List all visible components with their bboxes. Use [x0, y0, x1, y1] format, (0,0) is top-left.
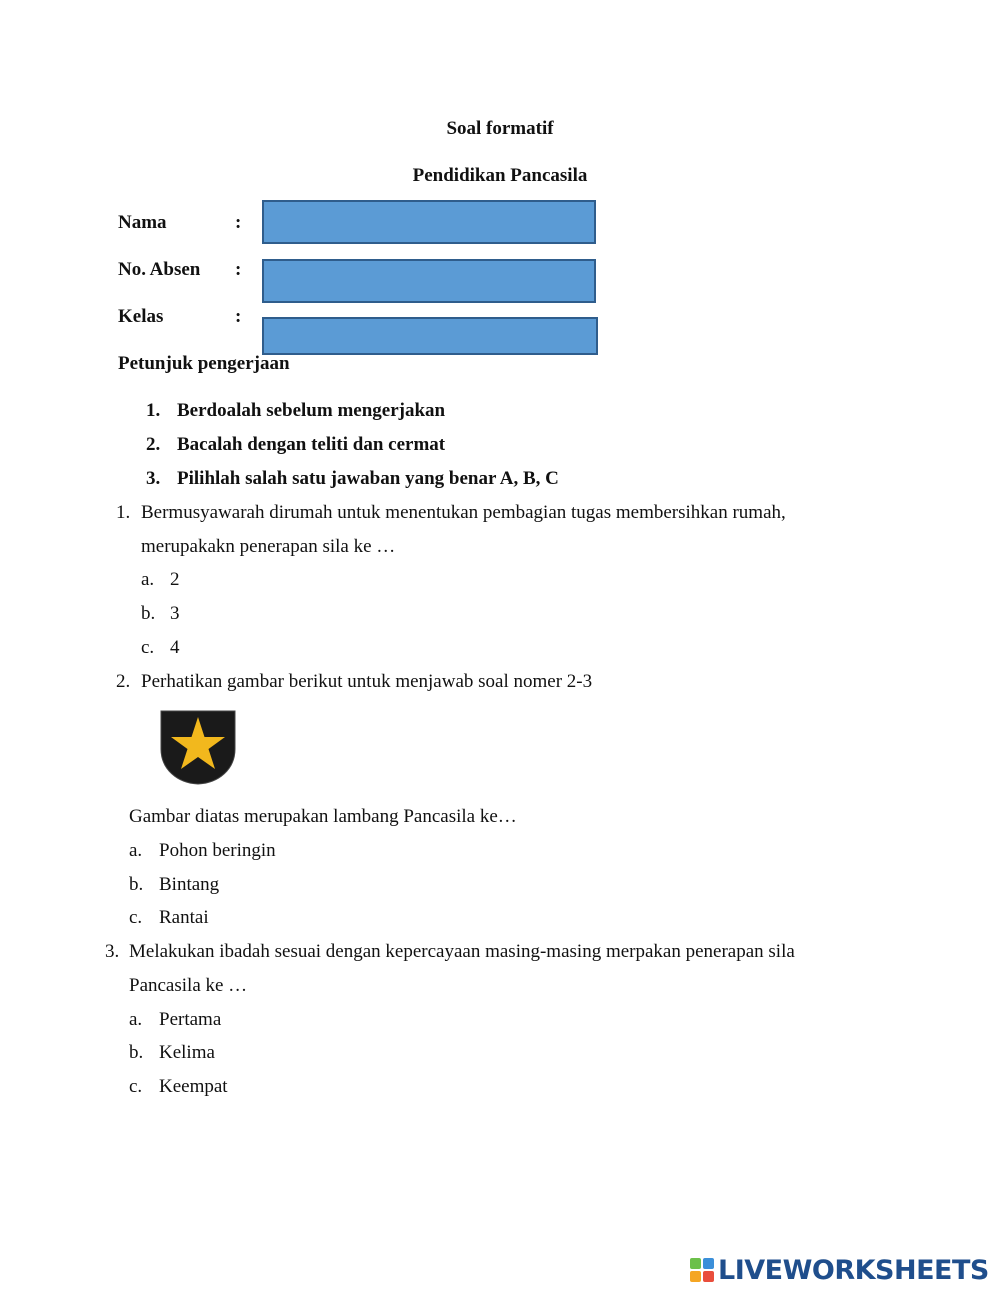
absen-colon: : — [235, 259, 242, 280]
absen-input[interactable] — [262, 259, 596, 303]
option-text[interactable]: Bintang — [159, 874, 220, 895]
option-letter: b. — [141, 603, 156, 624]
absen-label: No. Absen — [118, 259, 201, 280]
question-number: 3. — [105, 941, 120, 962]
option-text[interactable]: Rantai — [159, 907, 209, 928]
option-letter: a. — [129, 1009, 143, 1030]
option-letter: b. — [129, 874, 144, 895]
question-text: Perhatikan gambar berikut untuk menjawab soal nomer 2-3 — [141, 671, 593, 692]
option-text[interactable]: 4 — [170, 637, 180, 658]
instruction-text: Berdoalah sebelum mengerjakan — [177, 400, 446, 421]
option-text[interactable]: Keempat — [159, 1076, 228, 1097]
class-label: Kelas — [118, 306, 164, 327]
liveworksheets-logo — [690, 1255, 989, 1285]
subject-title: Pendidikan Pancasila — [412, 165, 588, 186]
page-title: Soal formatif — [446, 118, 554, 139]
question-text: Pancasila ke … — [129, 975, 248, 996]
option-text[interactable]: Pertama — [159, 1009, 222, 1030]
instruction-number: 2. — [146, 434, 161, 455]
class-input[interactable] — [262, 317, 598, 355]
name-colon: : — [235, 212, 242, 233]
option-letter: c. — [129, 907, 143, 928]
instruction-number: 3. — [146, 468, 161, 489]
option-letter: a. — [141, 569, 155, 590]
option-letter: c. — [141, 637, 155, 658]
question-number: 1. — [116, 502, 131, 523]
instruction-number: 1. — [146, 400, 161, 421]
star-shield-icon — [159, 709, 237, 785]
option-text[interactable]: 2 — [170, 569, 180, 590]
question-prompt: Gambar diatas merupakan lambang Pancasila ke… — [129, 806, 517, 827]
instructions-heading: Petunjuk pengerjaan — [118, 353, 290, 374]
class-colon: : — [235, 306, 242, 327]
brand-name: LIVEWORKSHEETS — [718, 1254, 989, 1286]
question-text: Bermusyawarah dirumah untuk menentukan pembagian tugas membersihkan rumah, — [141, 502, 786, 523]
instruction-text: Pilihlah salah satu jawaban yang benar A, B, C — [177, 468, 559, 489]
option-text[interactable]: Kelima — [159, 1042, 215, 1063]
option-letter: c. — [129, 1076, 143, 1097]
instruction-text: Bacalah dengan teliti dan cermat — [177, 434, 446, 455]
question-text: Melakukan ibadah sesuai dengan kepercayaan masing-masing merpakan penerapan sila — [129, 941, 795, 962]
option-text[interactable]: Pohon beringin — [159, 840, 276, 861]
logo-tiles-icon — [690, 1258, 714, 1282]
question-text: merupakakn penerapan sila ke … — [141, 536, 396, 557]
option-text[interactable]: 3 — [170, 603, 180, 624]
name-input[interactable] — [262, 200, 596, 244]
option-letter: b. — [129, 1042, 144, 1063]
name-label: Nama — [118, 212, 167, 233]
option-letter: a. — [129, 840, 143, 861]
question-number: 2. — [116, 671, 131, 692]
